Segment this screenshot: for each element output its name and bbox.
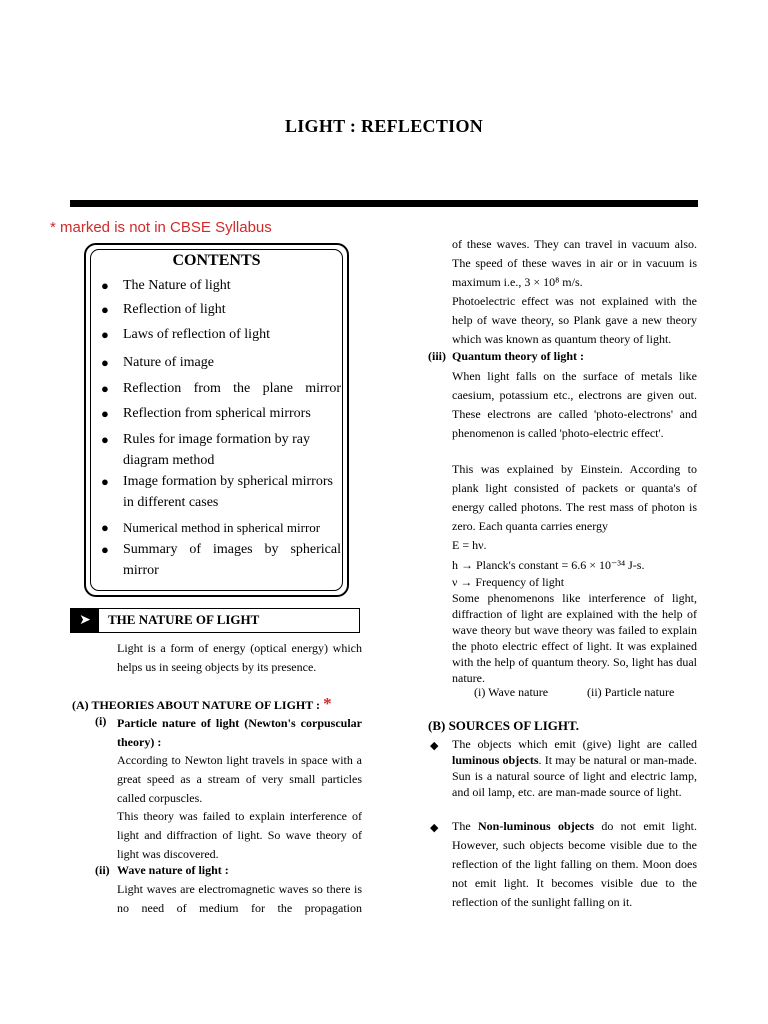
frequency-definition: ν → Frequency of light [452,575,565,589]
wave-label: (ii) [95,863,110,877]
dual-nature-item: (i) Wave nature [474,685,549,699]
wave-paragraph-continued: of these waves. They can travel in vacuum also. The speed of these waves in air or in vacuum is maximum i.e., 3 × 10⁸ m/s. [452,237,697,289]
particle-label: (i) [95,714,107,728]
bullet-icon: ● [101,432,109,447]
wave-paragraph: Photoelectric effect was not explained with the help of wave theory, so Plank gave a new theory which was known as quantum theory of light. [452,294,697,346]
bullet-icon: ● [101,278,109,293]
quantum-paragraph: When light falls on the surface of metals like caesium, potassium etc., electrons are given out. These electrons are called 'photo-electrons' and phenomenon is called 'photo-electric effect'. [452,369,697,440]
sources-bullet: The objects which emit (give) light are called luminous objects. It may be natural or man-made. Sun is a natural source of light and electric lamp, and oil lamp, etc. are man-made source of light. [452,737,697,799]
contents-item: ● Nature of image [101,352,341,373]
wave-paragraph: Light waves are electromagnetic waves so there is no need of medium for the propagation [117,882,362,915]
quantum-heading: Quantum theory of light : [452,349,584,363]
contents-item: ● Numerical method in spherical mirror [101,517,341,538]
section-heading: THE NATURE OF LIGHT [108,612,260,627]
quantum-paragraph: Some phenomenons like interference of light, diffraction of light are explained with the help of wave theory but wave theory was failed to explain the photo electric effect of light. It was explained with the help of quantum theory. So, light has dual nature. [452,591,697,685]
section-heading-bar [70,608,360,633]
wave-heading: Wave nature of light : [117,863,229,877]
bullet-icon: ● [101,406,109,421]
planck-constant-definition: h → Planck's constant = 6.6 × 10⁻³⁴ J-s. [452,558,645,572]
energy-formula: E = hν. [452,538,487,552]
contents-item: ● Reflection from spherical mirrors [101,403,341,424]
contents-item: ● Rules for image formation by ray diagram method [101,429,341,471]
bullet-icon: ● [101,327,109,342]
intro-paragraph: Light is a form of energy (optical energy) which helps us in seeing objects by its presence. [117,641,362,674]
diamond-bullet-icon: ◆ [430,822,439,834]
bullet-icon: ● [101,542,109,557]
particle-paragraph: This theory was failed to explain interference of light and diffraction of light. So wave theory of light was discovered. [117,809,362,861]
contents-item: ● Laws of reflection of light [101,324,341,345]
star-icon: * [323,694,332,713]
bullet-icon: ● [101,520,109,535]
contents-item: ● Summary of images by spherical mirror [101,539,341,581]
contents-item: ● The Nature of light [101,275,341,296]
contents-item: ● Image formation by spherical mirrors in different cases [101,471,341,513]
dual-nature-item: (ii) Particle nature [587,685,675,699]
sources-bullet: The Non-luminous objects do not emit light. However, such objects become visible due to the reflection of the light falling on them. Moon does not emit light. It becomes visible due to the reflection of the sunlight falling on it. [452,819,698,909]
sources-heading: (B) SOURCES OF LIGHT. [428,718,579,733]
quantum-label: (iii) [428,349,446,363]
contents-item: ● Reflection from the plane mirror [101,378,341,399]
contents-heading: CONTENTS [172,252,261,269]
quantum-paragraph: This was explained by Einstein. According to plank light consisted of packets or quanta's of energy called photons. The rest mass of photon is zero. Each quanta carries energy [452,462,697,533]
bullet-icon: ● [101,381,109,396]
bullet-icon: ● [101,474,109,489]
arrow-right-icon: ➤ [71,609,99,632]
particle-paragraph: According to Newton light travels in space with a great speed as a stream of very small particles called corpuscles. [117,753,362,805]
particle-heading: Particle nature of light (Newton's corpuscular theory) : [117,716,362,749]
title-rule [70,200,698,207]
syllabus-note: * marked is not in CBSE Syllabus [50,219,272,236]
contents-box [84,243,349,597]
contents-item: ● Reflection of light [101,299,341,320]
bullet-icon: ● [101,355,109,370]
theories-heading: (A) THEORIES ABOUT NATURE OF LIGHT : * [72,694,332,713]
diamond-bullet-icon: ◆ [430,740,439,752]
bullet-icon: ● [101,302,109,317]
page-title: LIGHT : REFLECTION [284,116,484,136]
